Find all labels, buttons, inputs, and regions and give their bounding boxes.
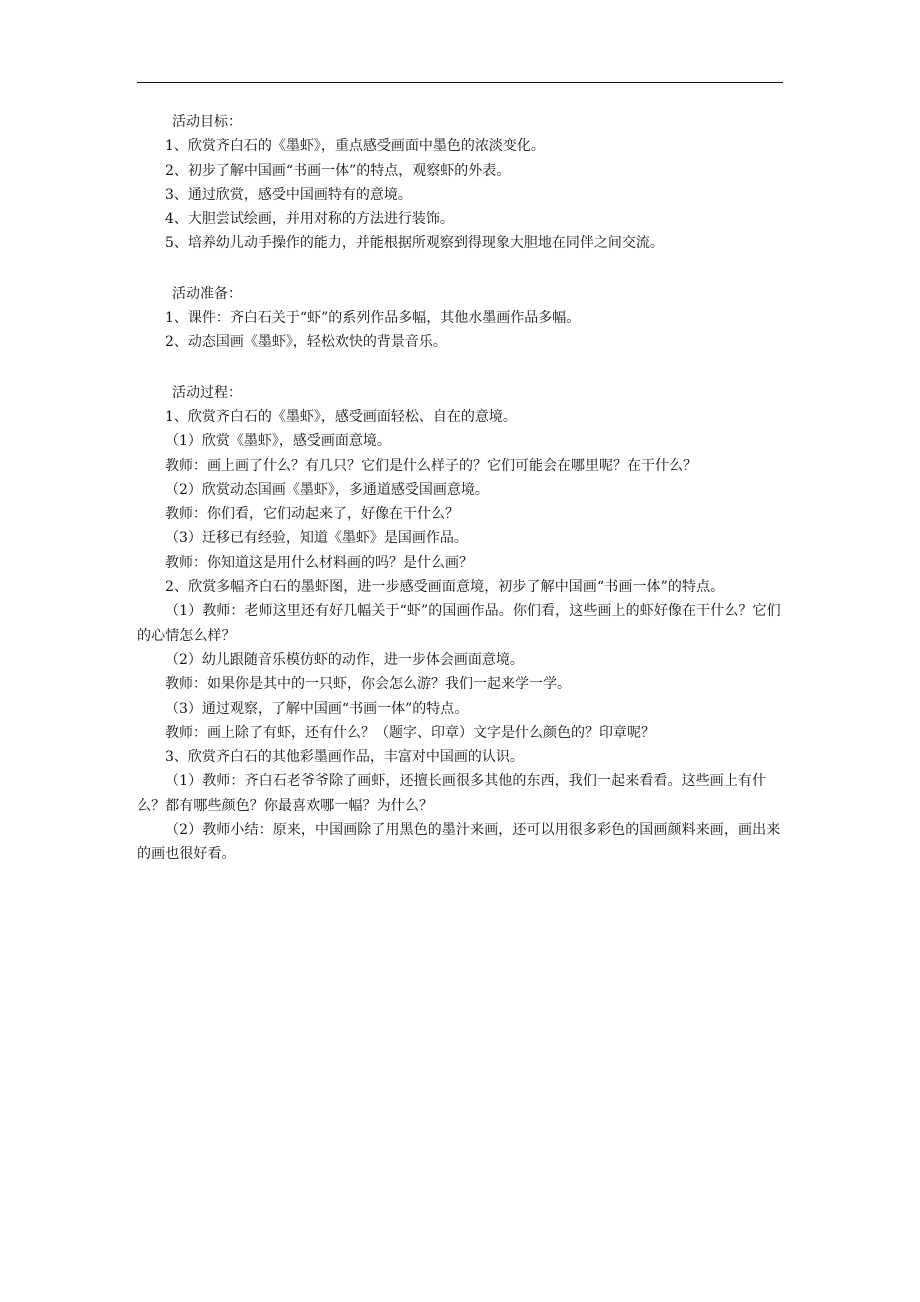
process-substep: （3）通过观察，了解中国画“书画一体”的特点。 bbox=[165, 700, 469, 717]
process-substep: （1）教师：老师这里还有好几幅关于“虾”的国画作品。你们看，这些画上的虾好像在干什么？它们的心情怎么样？ bbox=[137, 603, 781, 644]
process-substep: （2）幼儿跟随音乐模仿虾的动作，进一步体会画面意境。 bbox=[165, 651, 524, 668]
goal-item: 2、初步了解中国画“书画一体”的特点，观察虾的外表。 bbox=[165, 162, 511, 179]
preparation-item: 1、课件：齐白石关于“虾”的系列作品多幅，其他水墨画作品多幅。 bbox=[165, 310, 581, 327]
teacher-line: 教师：画上画了什么？有几只？它们是什么样子的？它们可能会在哪里呢？在干什么？ bbox=[165, 457, 697, 474]
process-step: 2、欣赏多幅齐白石的墨虾图，进一步感受画面意境，初步了解中国画“书画一体”的特点。 bbox=[165, 579, 725, 596]
preparation-item: 2、动态国画《墨虾》，轻松欢快的背景音乐。 bbox=[165, 334, 447, 351]
process-step: 3、欣赏齐白石的其他彩墨画作品，丰富对中国画的认识。 bbox=[165, 749, 524, 766]
process-heading: 活动过程： bbox=[172, 384, 242, 401]
goal-item: 3、通过欣赏，感受中国画特有的意境。 bbox=[165, 186, 412, 203]
goal-item: 1、欣赏齐白石的《墨虾》，重点感受画面中墨色的浓淡变化。 bbox=[165, 138, 545, 155]
goal-item: 5、培养幼儿动手操作的能力，并能根据所观察到得现象大胆地在同伴之间交流。 bbox=[165, 235, 664, 252]
teacher-line: 教师：如果你是其中的一只虾，你会怎么游？我们一起来学一学。 bbox=[165, 676, 571, 693]
goal-item: 4、大胆尝试绘画，并用对称的方法进行装饰。 bbox=[165, 211, 454, 228]
process-step: 1、欣赏齐白石的《墨虾》，感受画面轻松、自在的意境。 bbox=[165, 408, 517, 425]
process-substep: （2）教师小结：原来，中国画除了用黑色的墨汁来画，还可以用很多彩色的国画颜料来画，画出来的画也很好看。 bbox=[137, 822, 781, 863]
process-substep: （3）迁移已有经验，知道《墨虾》是国画作品。 bbox=[165, 530, 468, 547]
teacher-line: 教师：你们看，它们动起来了，好像在干什么？ bbox=[165, 506, 459, 523]
process-substep: （2）欣赏动态国画《墨虾》，多通道感受国画意境。 bbox=[165, 481, 489, 498]
process-substep: （1）教师：齐白石老爷爷除了画虾，还擅长画很多其他的东西，我们一起来看看。这些画上有什么？都有哪些颜色？你最喜欢哪一幅？为什么？ bbox=[137, 773, 767, 814]
header-rule bbox=[137, 82, 783, 83]
process-substep: （1）欣赏《墨虾》，感受画面意境。 bbox=[165, 433, 391, 450]
goals-heading: 活动目标： bbox=[172, 114, 242, 130]
teacher-line: 教师：画上除了有虾，还有什么？（题字、印章）文字是什么颜色的？印章呢？ bbox=[165, 724, 655, 741]
teacher-line: 教师：你知道这是用什么材料画的吗？是什么画？ bbox=[165, 554, 473, 571]
document-body bbox=[137, 110, 785, 867]
preparation-heading: 活动准备： bbox=[172, 285, 242, 302]
